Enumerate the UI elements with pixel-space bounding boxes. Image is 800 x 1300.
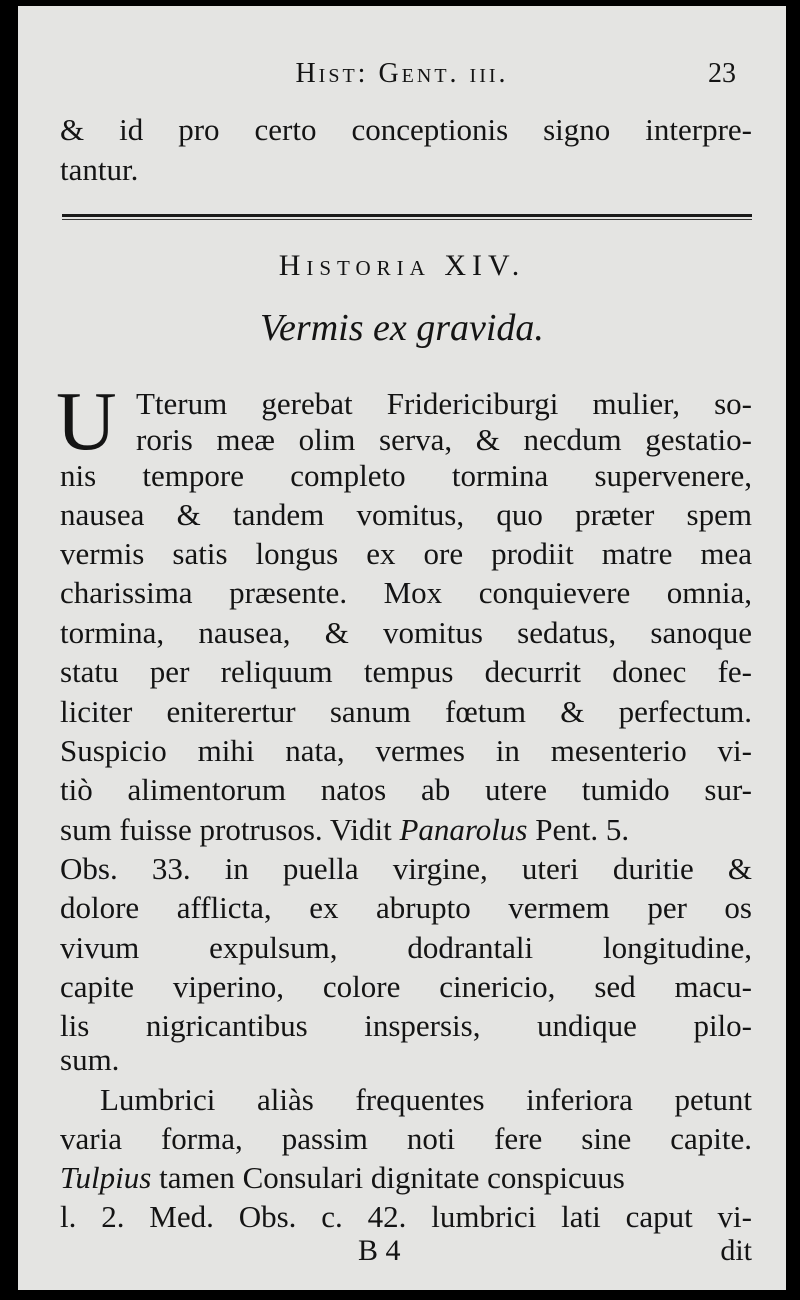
text-segment: sum fuisse protrusos. Vidit <box>60 812 400 847</box>
text-line: l. 2. Med. Obs. c. 42. lumbrici lati caput vi- <box>60 1199 752 1234</box>
page-number: 23 <box>708 58 736 89</box>
author-name: Tulpius <box>60 1160 152 1195</box>
text-line: Suspicio mihi nata, vermes in mesenterio vi- <box>60 733 752 768</box>
text-segment: tamen Consulari dignitate conspicuus <box>151 1160 625 1195</box>
text-line: liciter eniterertur sanum fœtum & perfectum. <box>60 694 752 729</box>
text-line: tormina, nausea, & vomitus sedatus, sanoque <box>60 615 752 650</box>
text-segment: Pent. 5. <box>527 812 630 847</box>
book-page <box>18 6 786 1290</box>
text-line: dolore afflicta, ex abrupto vermem per os <box>60 890 752 925</box>
text-line: Obs. 33. in puella virgine, uteri duritie & <box>60 851 752 886</box>
section-title: Vermis ex gravida. <box>260 307 544 349</box>
text-line: Tterum gerebat Fridericiburgi mulier, so- <box>136 386 752 421</box>
text-line-with-name <box>60 812 752 848</box>
text-line: Lumbrici aliàs frequentes inferiora petunt <box>100 1082 752 1117</box>
text-line: nis tempore completo tormina supervenere, <box>60 458 752 493</box>
text-line-with-name <box>60 1160 752 1196</box>
text-line: vermis satis longus ex ore prodiit matre mea <box>60 536 752 571</box>
text-line: capite viperino, colore cinericio, sed macu- <box>60 969 752 1004</box>
text-line: tiò alimentorum natos ab utere tumido sur- <box>60 772 752 807</box>
text-line: nausea & tandem vomitus, quo præter spem <box>60 497 752 532</box>
text-line: statu per reliquum tempus decurrit donec fe- <box>60 654 752 689</box>
running-head-title: Hist: Gent. iii. <box>295 58 509 89</box>
section-heading: Historia XIV. <box>278 249 526 282</box>
catchword: dit <box>720 1234 752 1267</box>
author-name: Panarolus <box>399 812 528 847</box>
section-rule-thin <box>62 219 752 220</box>
text-line: vivum expulsum, dodrantali longitudine, <box>60 930 752 965</box>
running-head <box>18 58 786 98</box>
text-line: & id pro certo conceptionis signo interpre- <box>60 112 752 147</box>
text-line: tantur. <box>60 152 139 187</box>
text-line: sum. <box>60 1042 120 1077</box>
text-line: varia forma, passim noti fere sine capite. <box>60 1121 752 1156</box>
text-line: lis nigricantibus inspersis, undique pilo- <box>60 1008 752 1043</box>
signature-mark: B 4 <box>358 1234 401 1267</box>
drop-cap: U <box>56 375 117 468</box>
text-line: roris meæ olim serva, & necdum gestatio- <box>136 422 752 457</box>
text-line: charissima præsente. Mox conquievere omnia, <box>60 575 752 610</box>
section-rule <box>62 214 752 217</box>
